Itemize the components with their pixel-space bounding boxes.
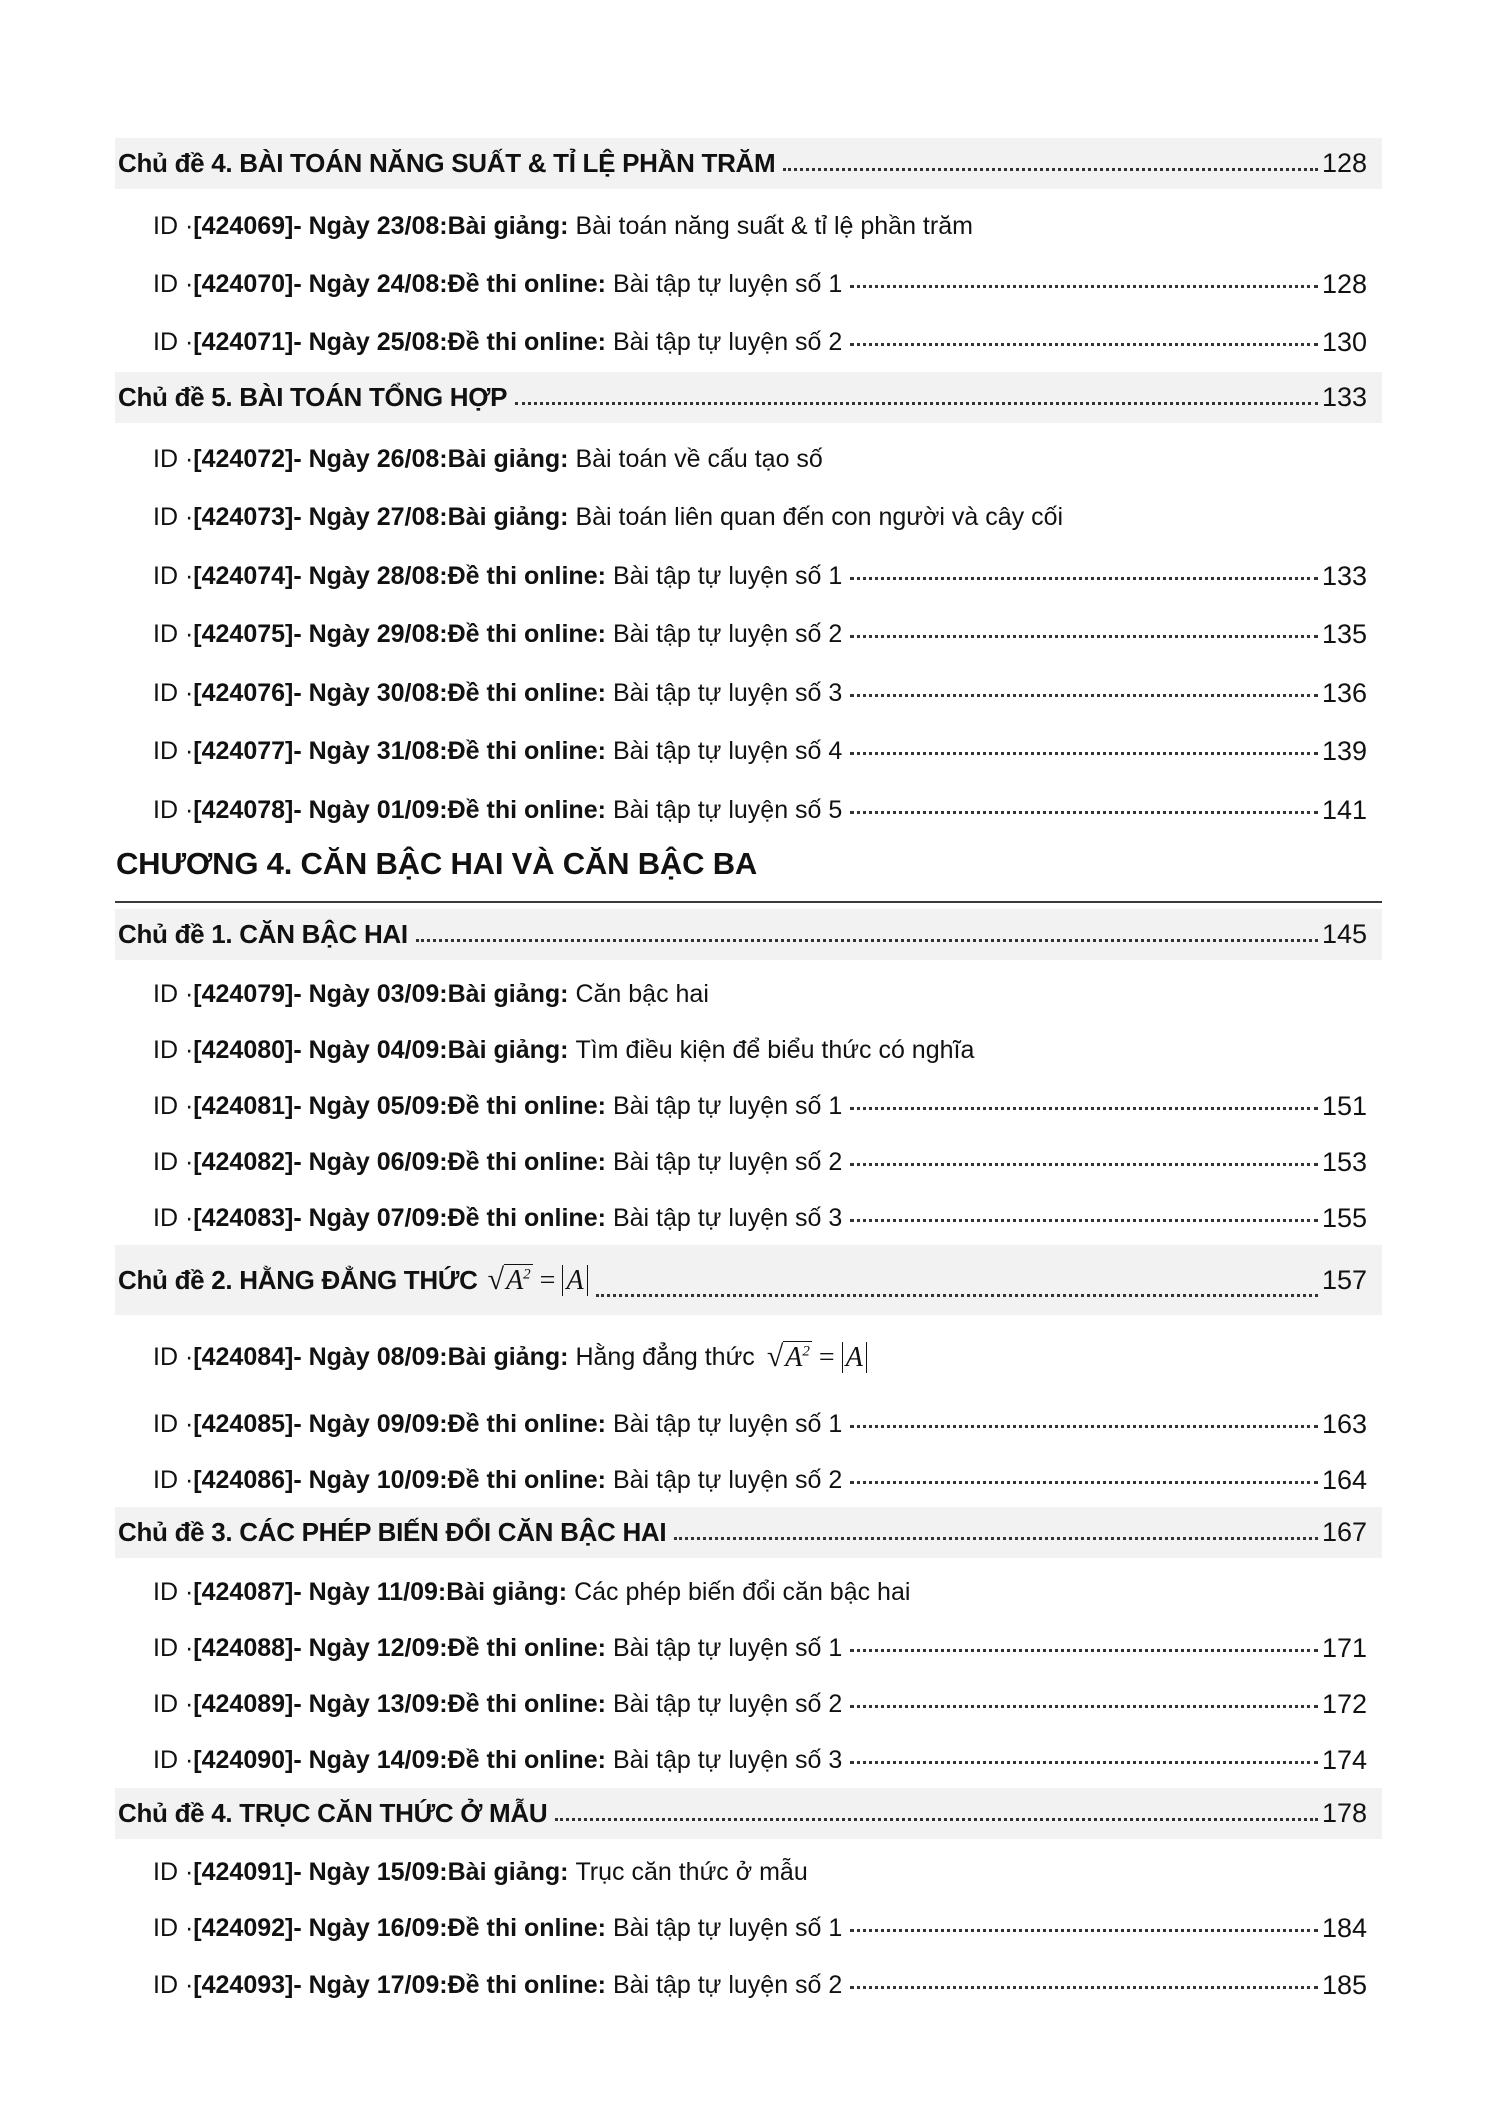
item-kind: Đề thi online:	[447, 1091, 606, 1120]
page-number: 151	[1321, 1090, 1367, 1121]
item-prefix: ID ·	[153, 619, 194, 648]
item-id: [424089]	[193, 1689, 294, 1718]
dot-leader	[850, 1219, 1318, 1222]
item-date: - Ngày 14/09:	[293, 1745, 448, 1774]
item-prefix: ID ·	[153, 1342, 194, 1371]
page-number: 174	[1321, 1744, 1367, 1775]
item-prefix: ID ·	[153, 502, 194, 531]
page-number: 185	[1321, 1969, 1367, 2000]
dot-leader	[850, 285, 1318, 288]
item-prefix: ID ·	[153, 1633, 194, 1662]
item-prefix: ID ·	[153, 211, 194, 240]
item-title: Bài tập tự luyện số 1	[612, 1633, 843, 1662]
item-date: - Ngày 05/09:	[293, 1091, 448, 1120]
item-date: - Ngày 16/09:	[293, 1913, 448, 1942]
item-title: Trục căn thức ở mẫu	[575, 1857, 808, 1886]
item-title: Bài tập tự luyện số 2	[612, 1147, 843, 1176]
toc-item[interactable]	[153, 439, 1367, 479]
page-number: 136	[1321, 677, 1367, 708]
item-id: [424093]	[193, 1970, 294, 1999]
item-kind: Đề thi online:	[447, 736, 606, 765]
item-date: - Ngày 01/09:	[293, 795, 448, 824]
item-prefix: ID ·	[153, 736, 194, 765]
item-kind: Bài giảng:	[447, 444, 569, 473]
item-kind: Đề thi online:	[447, 678, 606, 707]
item-title: Bài toán liên quan đến con người và cây cối	[575, 502, 1064, 531]
item-id: [424079]	[193, 979, 294, 1008]
toc-item[interactable]	[153, 1908, 1367, 1948]
toc-item[interactable]	[153, 1198, 1367, 1238]
page-number: 128	[1321, 268, 1367, 299]
topic-label: Chủ đề 4. TRỤC CĂN THỨC Ở MẪU	[118, 1798, 548, 1828]
dot-leader	[850, 1649, 1318, 1652]
item-title: Bài tập tự luyện số 2	[612, 1465, 843, 1494]
toc-item[interactable]	[153, 1142, 1367, 1182]
toc-item[interactable]	[153, 1684, 1367, 1724]
formula-radicand: A	[785, 1342, 803, 1373]
item-prefix: ID ·	[153, 1857, 194, 1886]
toc-topic[interactable]	[115, 372, 1382, 423]
item-id: [424082]	[193, 1147, 294, 1176]
dot-leader	[850, 1107, 1318, 1110]
dot-leader	[596, 1294, 1318, 1297]
item-title: Bài tập tự luyện số 1	[612, 1913, 843, 1942]
toc-item[interactable]	[153, 264, 1367, 304]
item-prefix: ID ·	[153, 561, 194, 590]
item-kind: Đề thi online:	[447, 619, 606, 648]
item-kind: Bài giảng:	[447, 502, 569, 531]
page-number: 128	[1321, 148, 1367, 178]
item-prefix: ID ·	[153, 1035, 194, 1064]
sqrt-formula	[767, 1340, 867, 1374]
item-kind: Đề thi online:	[447, 795, 606, 824]
dot-leader	[850, 752, 1318, 755]
item-date: - Ngày 30/08:	[293, 678, 448, 707]
item-date: - Ngày 12/09:	[293, 1633, 448, 1662]
item-id: [424074]	[193, 561, 294, 590]
toc-topic[interactable]	[115, 1245, 1382, 1315]
topic-label: Chủ đề 2. HẰNG ĐẲNG THỨC	[118, 1264, 478, 1295]
page-number: 157	[1321, 1264, 1367, 1295]
toc-item[interactable]	[153, 1460, 1367, 1500]
square-root-icon: $√A^2$	[766, 1340, 810, 1373]
page-number: 130	[1321, 326, 1367, 357]
topic-label: Chủ đề 5. BÀI TOÁN TỔNG HỢP	[118, 382, 508, 412]
page-number: 167	[1321, 1517, 1367, 1547]
item-title: Tìm điều kiện để biểu thức có nghĩa	[575, 1035, 975, 1064]
toc-topic[interactable]	[115, 138, 1382, 189]
item-id: [424092]	[193, 1913, 294, 1942]
item-id: [424076]	[193, 678, 294, 707]
item-id: [424086]	[193, 1465, 294, 1494]
formula-exponent: 2	[523, 1266, 531, 1283]
formula-equals: =	[818, 1342, 835, 1373]
item-id: [424085]	[193, 1409, 294, 1438]
page-number: 145	[1321, 919, 1367, 949]
topic-label: Chủ đề 3. CÁC PHÉP BIẾN ĐỔI CĂN BẬC HAI	[118, 1517, 667, 1547]
dot-leader	[850, 1761, 1318, 1764]
toc-item[interactable]	[153, 614, 1367, 654]
page-number: 178	[1321, 1798, 1367, 1828]
toc-item[interactable]	[153, 1086, 1367, 1126]
page-number: 133	[1321, 382, 1367, 412]
item-id: [424084]	[193, 1342, 294, 1371]
page-number: 141	[1321, 794, 1367, 825]
item-title: Các phép biến đổi căn bậc hai	[574, 1577, 911, 1606]
toc-item[interactable]	[153, 673, 1367, 713]
topic-label: Chủ đề 4. BÀI TOÁN NĂNG SUẤT & TỈ LỆ PHẦN TRĂM	[118, 148, 776, 178]
toc-item[interactable]	[153, 1030, 1367, 1070]
item-kind: Đề thi online:	[447, 1970, 606, 1999]
item-id: [424080]	[193, 1035, 294, 1064]
item-prefix: ID ·	[153, 327, 194, 356]
item-prefix: ID ·	[153, 795, 194, 824]
toc-item[interactable]	[153, 556, 1367, 596]
item-title: Căn bậc hai	[575, 979, 709, 1008]
dot-leader	[416, 939, 1318, 942]
page-number: 139	[1321, 735, 1367, 766]
item-title: Bài tập tự luyện số 1	[612, 561, 843, 590]
item-date: - Ngày 03/09:	[293, 979, 448, 1008]
item-kind: Bài giảng:	[447, 1342, 569, 1371]
item-date: - Ngày 28/08:	[293, 561, 448, 590]
page-number: 172	[1321, 1688, 1367, 1719]
item-date: - Ngày 08/09:	[293, 1342, 448, 1371]
item-kind: Đề thi online:	[447, 269, 606, 298]
item-prefix: ID ·	[153, 678, 194, 707]
item-id: [424077]	[193, 736, 294, 765]
item-prefix: ID ·	[153, 1465, 194, 1494]
item-id: [424069]	[193, 211, 294, 240]
item-prefix: ID ·	[153, 1913, 194, 1942]
item-kind: Đề thi online:	[447, 327, 606, 356]
item-title: Bài toán năng suất & tỉ lệ phần trăm	[575, 211, 973, 240]
item-kind: Đề thi online:	[447, 1633, 606, 1662]
item-id: [424083]	[193, 1203, 294, 1232]
toc-item[interactable]	[153, 497, 1367, 537]
item-title: Bài tập tự luyện số 3	[612, 1745, 843, 1774]
item-kind: Đề thi online:	[447, 1689, 606, 1718]
formula-equals: =	[539, 1265, 556, 1296]
formula-exponent: 2	[802, 1343, 810, 1360]
dot-leader	[850, 1481, 1318, 1484]
item-prefix: ID ·	[153, 269, 194, 298]
item-prefix: ID ·	[153, 1409, 194, 1438]
item-kind: Đề thi online:	[447, 1465, 606, 1494]
item-prefix: ID ·	[153, 1203, 194, 1232]
item-kind: Đề thi online:	[447, 1203, 606, 1232]
item-prefix: ID ·	[153, 1147, 194, 1176]
item-prefix: ID ·	[153, 1689, 194, 1718]
item-date: - Ngày 26/08:	[293, 444, 448, 473]
toc-item[interactable]	[153, 1572, 1367, 1612]
item-id: [424088]	[193, 1633, 294, 1662]
square-root-icon: $√A^2$	[487, 1263, 531, 1296]
item-kind: Đề thi online:	[447, 1913, 606, 1942]
item-title: Bài tập tự luyện số 2	[612, 1689, 843, 1718]
page-number: 163	[1321, 1408, 1367, 1439]
item-id: [424070]	[193, 269, 294, 298]
item-title: Bài tập tự luyện số 2	[612, 619, 843, 648]
dot-leader	[850, 1163, 1318, 1166]
formula-radicand: A	[506, 1265, 524, 1296]
item-date: - Ngày 15/09:	[293, 1857, 448, 1886]
item-id: [424091]	[193, 1857, 294, 1886]
dot-leader	[850, 577, 1318, 580]
dot-leader	[850, 635, 1318, 638]
dot-leader	[850, 811, 1318, 814]
item-kind: Đề thi online:	[447, 1745, 606, 1774]
item-date: - Ngày 10/09:	[293, 1465, 448, 1494]
item-date: - Ngày 17/09:	[293, 1970, 448, 1999]
chapter-title: CHƯƠNG 4. CĂN BẬC HAI VÀ CĂN BẬC BA	[116, 846, 758, 881]
item-kind: Bài giảng:	[447, 1857, 569, 1886]
item-id: [424087]	[193, 1577, 294, 1606]
toc-item[interactable]	[153, 1404, 1367, 1444]
item-kind: Đề thi online:	[447, 1409, 606, 1438]
item-kind: Bài giảng:	[446, 1577, 568, 1606]
toc-item[interactable]	[153, 206, 1367, 246]
item-date: - Ngày 27/08:	[293, 502, 448, 531]
dot-leader	[850, 343, 1318, 346]
item-title: Bài tập tự luyện số 1	[612, 1409, 843, 1438]
toc-item[interactable]	[153, 322, 1367, 362]
dot-leader	[850, 1425, 1318, 1428]
item-title: Bài tập tự luyện số 1	[612, 1091, 843, 1120]
item-kind: Bài giảng:	[447, 979, 569, 1008]
item-date: - Ngày 13/09:	[293, 1689, 448, 1718]
dot-leader	[850, 1986, 1318, 1989]
item-kind: Bài giảng:	[447, 1035, 569, 1064]
item-prefix: ID ·	[153, 1091, 194, 1120]
toc-item[interactable]	[153, 1628, 1367, 1668]
toc-item[interactable]	[153, 731, 1367, 771]
sqrt-formula	[488, 1263, 588, 1297]
item-prefix: ID ·	[153, 1745, 194, 1774]
item-date: - Ngày 04/09:	[293, 1035, 448, 1064]
page-number: 153	[1321, 1146, 1367, 1177]
item-kind: Bài giảng:	[447, 211, 569, 240]
toc-item[interactable]	[153, 974, 1367, 1014]
page-number: 135	[1321, 618, 1367, 649]
item-prefix: ID ·	[153, 979, 194, 1008]
item-kind: Đề thi online:	[447, 1147, 606, 1176]
item-id: [424081]	[193, 1091, 294, 1120]
item-date: - Ngày 29/08:	[293, 619, 448, 648]
toc-item[interactable]	[153, 790, 1367, 830]
item-date: - Ngày 23/08:	[293, 211, 448, 240]
page-number: 164	[1321, 1464, 1367, 1495]
item-date: - Ngày 25/08:	[293, 327, 448, 356]
formula-abs: A	[562, 1265, 587, 1296]
item-date: - Ngày 06/09:	[293, 1147, 448, 1176]
item-title: Bài tập tự luyện số 3	[612, 678, 843, 707]
toc-item[interactable]	[153, 1740, 1367, 1780]
page-number: 184	[1321, 1912, 1367, 1943]
dot-leader	[555, 1818, 1318, 1821]
item-title: Bài toán về cấu tạo số	[575, 444, 823, 473]
item-prefix: ID ·	[153, 1577, 194, 1606]
item-title: Bài tập tự luyện số 2	[612, 1970, 843, 1999]
item-title: Bài tập tự luyện số 2	[612, 327, 843, 356]
item-date: - Ngày 31/08:	[293, 736, 448, 765]
item-id: [424073]	[193, 502, 294, 531]
toc-topic[interactable]	[115, 909, 1382, 960]
item-kind: Đề thi online:	[447, 561, 606, 590]
dot-leader	[515, 402, 1318, 405]
toc-topic[interactable]	[115, 1507, 1382, 1558]
dot-leader	[850, 1929, 1318, 1932]
dot-leader	[674, 1537, 1318, 1540]
toc-topic[interactable]	[115, 1788, 1382, 1839]
item-date: - Ngày 09/09:	[293, 1409, 448, 1438]
item-date: - Ngày 11/09:	[293, 1577, 447, 1606]
item-title: Bài tập tự luyện số 4	[612, 736, 843, 765]
topic-label: Chủ đề 1. CĂN BẬC HAI	[118, 919, 408, 949]
toc-item[interactable]	[153, 1852, 1367, 1892]
item-id: [424090]	[193, 1745, 294, 1774]
item-title: Bài tập tự luyện số 3	[612, 1203, 843, 1232]
item-prefix: ID ·	[153, 444, 194, 473]
page-number: 171	[1321, 1632, 1367, 1663]
formula-abs: A	[842, 1342, 867, 1373]
item-id: [424078]	[193, 795, 294, 824]
dot-leader	[850, 694, 1318, 697]
item-title: Bài tập tự luyện số 5	[612, 795, 843, 824]
dot-leader	[850, 1705, 1318, 1708]
item-title: Bài tập tự luyện số 1	[612, 269, 843, 298]
item-date: - Ngày 24/08:	[293, 269, 448, 298]
item-date: - Ngày 07/09:	[293, 1203, 448, 1232]
item-id: [424072]	[193, 444, 294, 473]
item-title: Hằng đẳng thức	[575, 1342, 755, 1371]
item-id: [424071]	[193, 327, 294, 356]
page-number: 155	[1321, 1202, 1367, 1233]
toc-item[interactable]	[153, 1965, 1367, 2005]
toc-item[interactable]	[153, 1334, 1367, 1380]
item-prefix: ID ·	[153, 1970, 194, 1999]
page-number: 133	[1321, 560, 1367, 591]
chapter-divider	[115, 901, 1382, 903]
dot-leader	[783, 168, 1318, 171]
item-id: [424075]	[193, 619, 294, 648]
